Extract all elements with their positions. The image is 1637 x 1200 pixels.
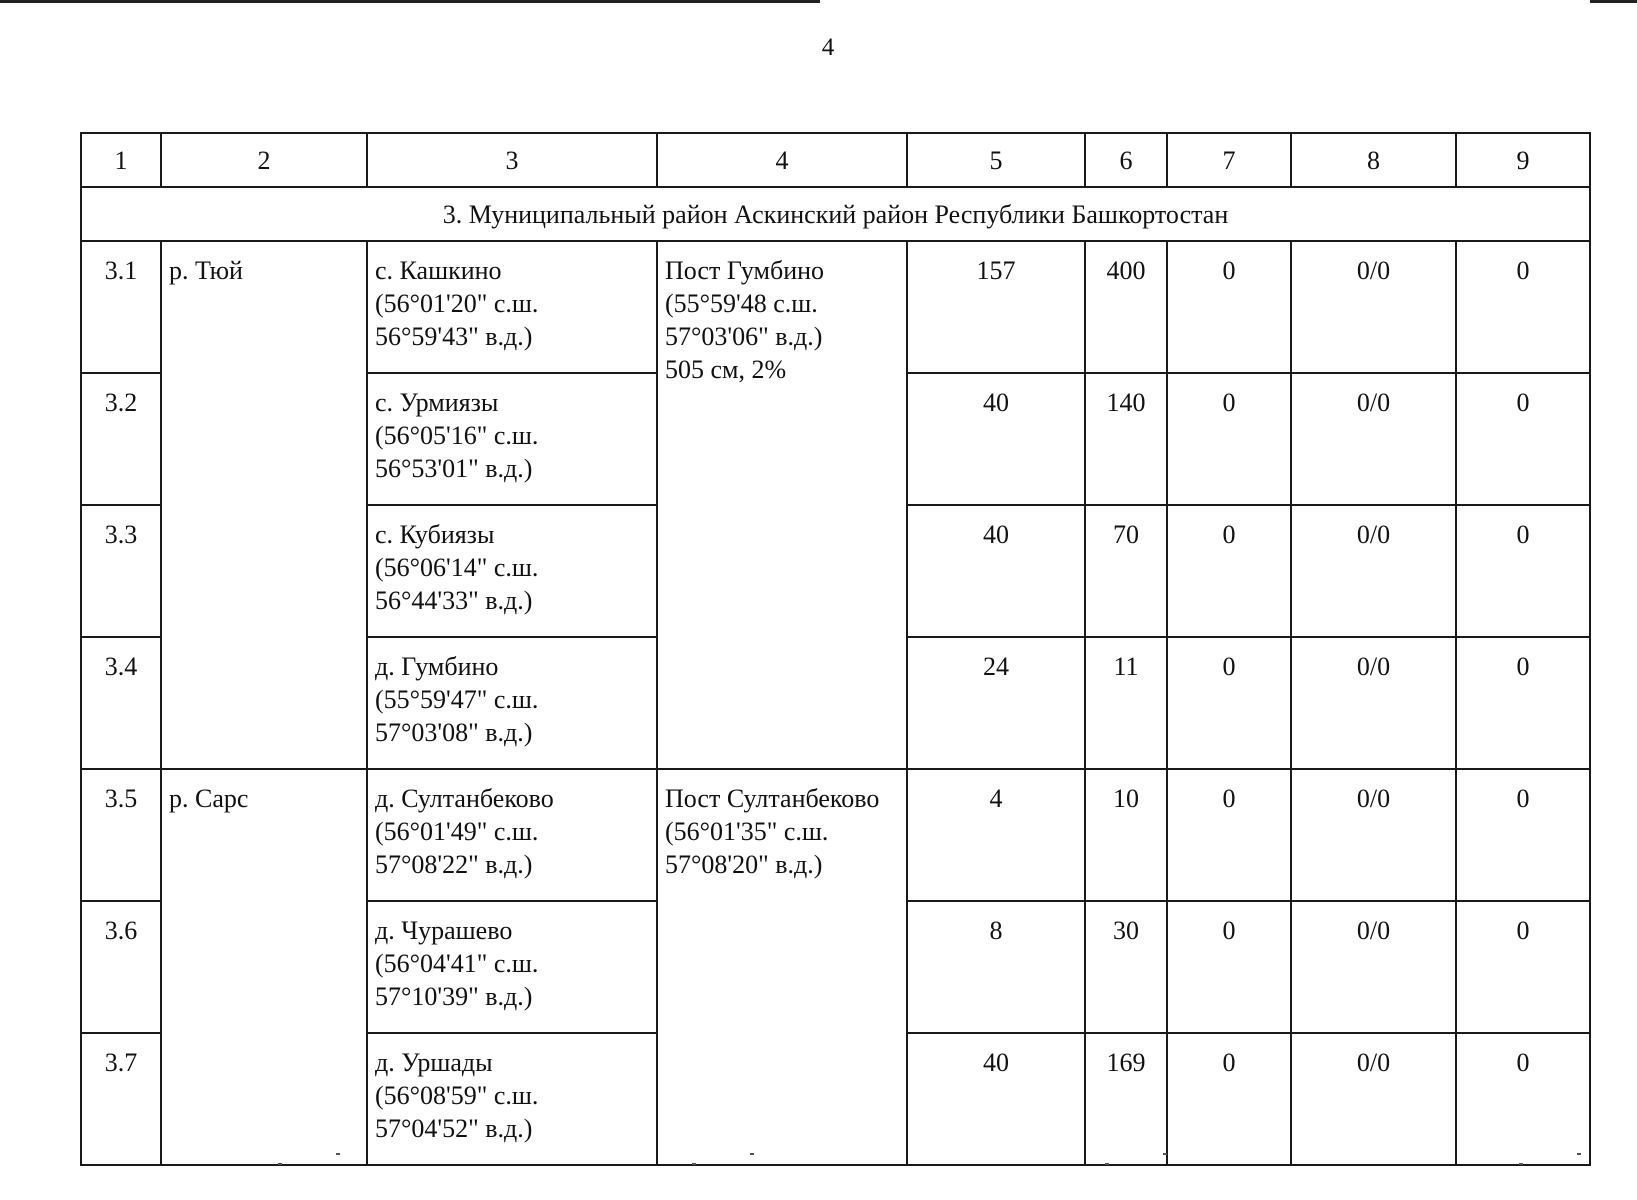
header-cell: 4 [657,133,907,187]
cell-line: (56°01'35" с.ш. [665,817,829,846]
value-c7: 0 [1167,769,1291,901]
cell-line: 56°59'43" в.д.) [375,322,533,351]
page-number: 4 [821,34,835,61]
value-c8: 0/0 [1291,769,1456,901]
scan-speck [278,1163,282,1165]
value-c6: 140 [1085,373,1167,505]
value-c6: 169 [1085,1033,1167,1165]
section-title: 3. Муниципальный район Аскинский район Республики Башкортостан [81,187,1590,241]
value-c5: 40 [907,1033,1085,1165]
cell-line: с. Кашкино [375,256,502,285]
cell-line: 505 см, 2% [665,355,787,384]
cell-line: (56°08'59" с.ш. [375,1081,539,1110]
cell-line: д. Уршады [375,1048,493,1077]
value-c9: 0 [1456,637,1590,769]
row-number: 3.4 [81,637,161,769]
header-cell: 9 [1456,133,1590,187]
cell-line: 56°53'01" в.д.) [375,454,533,483]
value-c5: 40 [907,505,1085,637]
header-cell: 5 [907,133,1085,187]
settlement-cell [367,637,657,769]
header-cell: 3 [367,133,657,187]
value-c9: 0 [1456,769,1590,901]
cell-line: 57°03'08" в.д.) [375,718,533,747]
row-number: 3.2 [81,373,161,505]
value-c6: 10 [1085,769,1167,901]
table-row [81,769,1590,901]
table-row [81,241,1590,373]
cell-line: (56°05'16" с.ш. [375,421,539,450]
river-name: р. Тюй [161,241,367,769]
cell-line: Пост Гумбино [665,256,825,285]
settlement-cell [367,373,657,505]
value-c5: 24 [907,637,1085,769]
value-c8: 0/0 [1291,241,1456,373]
value-c9: 0 [1456,373,1590,505]
value-c7: 0 [1167,637,1291,769]
settlement-cell [367,769,657,901]
scan-speck [1163,1153,1167,1155]
settlement-cell [367,241,657,373]
value-c7: 0 [1167,505,1291,637]
row-number: 3.6 [81,901,161,1033]
value-c7: 0 [1167,241,1291,373]
value-c9: 0 [1456,901,1590,1033]
cell-line: д. Султанбеково [375,784,554,813]
row-number: 3.5 [81,769,161,901]
settlement-cell [367,505,657,637]
header-cell: 1 [81,133,161,187]
value-c6: 30 [1085,901,1167,1033]
value-c6: 70 [1085,505,1167,637]
row-number: 3.3 [81,505,161,637]
gauge-post-cell [657,241,907,769]
value-c9: 0 [1456,1033,1590,1165]
cell-line: (56°06'14" с.ш. [375,553,539,582]
cell-line: (55°59'48 с.ш. [665,289,818,318]
row-number: 3.1 [81,241,161,373]
cell-line: с. Кубиязы [375,520,495,549]
data-table [80,132,1591,1166]
cell-line: (56°01'20" с.ш. [375,289,539,318]
value-c8: 0/0 [1291,637,1456,769]
value-c7: 0 [1167,1033,1291,1165]
cell-line: Пост Султанбеково [665,784,880,813]
value-c8: 0/0 [1291,373,1456,505]
section-row [81,187,1590,241]
value-c8: 0/0 [1291,901,1456,1033]
value-c5: 157 [907,241,1085,373]
scan-speck [692,1163,696,1165]
value-c7: 0 [1167,901,1291,1033]
cell-line: с. Урмиязы [375,388,499,417]
cell-line: 56°44'33" в.д.) [375,586,533,615]
header-cell: 8 [1291,133,1456,187]
value-c7: 0 [1167,373,1291,505]
cell-line: 57°04'52" в.д.) [375,1114,533,1143]
value-c8: 0/0 [1291,1033,1456,1165]
header-cell: 2 [161,133,367,187]
value-c6: 400 [1085,241,1167,373]
scan-speck [750,1153,754,1155]
value-c9: 0 [1456,505,1590,637]
scan-speck [1105,1163,1109,1165]
value-c5: 40 [907,373,1085,505]
value-c5: 4 [907,769,1085,901]
scan-speck [1519,1163,1523,1165]
cell-line: (55°59'47" с.ш. [375,685,539,714]
value-c8: 0/0 [1291,505,1456,637]
value-c9: 0 [1456,241,1590,373]
settlement-cell [367,1033,657,1165]
cell-line: (56°01'49" с.ш. [375,817,539,846]
scan-edge-line-right [1590,0,1637,3]
gauge-post-cell [657,769,907,1165]
scan-edge-line [0,0,820,3]
scan-speck [1577,1153,1581,1155]
header-row [81,133,1590,187]
settlement-cell [367,901,657,1033]
cell-line: (56°04'41" с.ш. [375,949,539,978]
header-cell: 7 [1167,133,1291,187]
value-c5: 8 [907,901,1085,1033]
cell-line: 57°03'06" в.д.) [665,322,823,351]
cell-line: 57°10'39" в.д.) [375,982,533,1011]
value-c6: 11 [1085,637,1167,769]
river-name: р. Сарс [161,769,367,1165]
cell-line: 57°08'22" в.д.) [375,850,533,879]
row-number: 3.7 [81,1033,161,1165]
cell-line: 57°08'20" в.д.) [665,850,823,879]
cell-line: д. Чурашево [375,916,513,945]
header-cell: 6 [1085,133,1167,187]
cell-line: д. Гумбино [375,652,499,681]
scan-speck [336,1153,340,1155]
